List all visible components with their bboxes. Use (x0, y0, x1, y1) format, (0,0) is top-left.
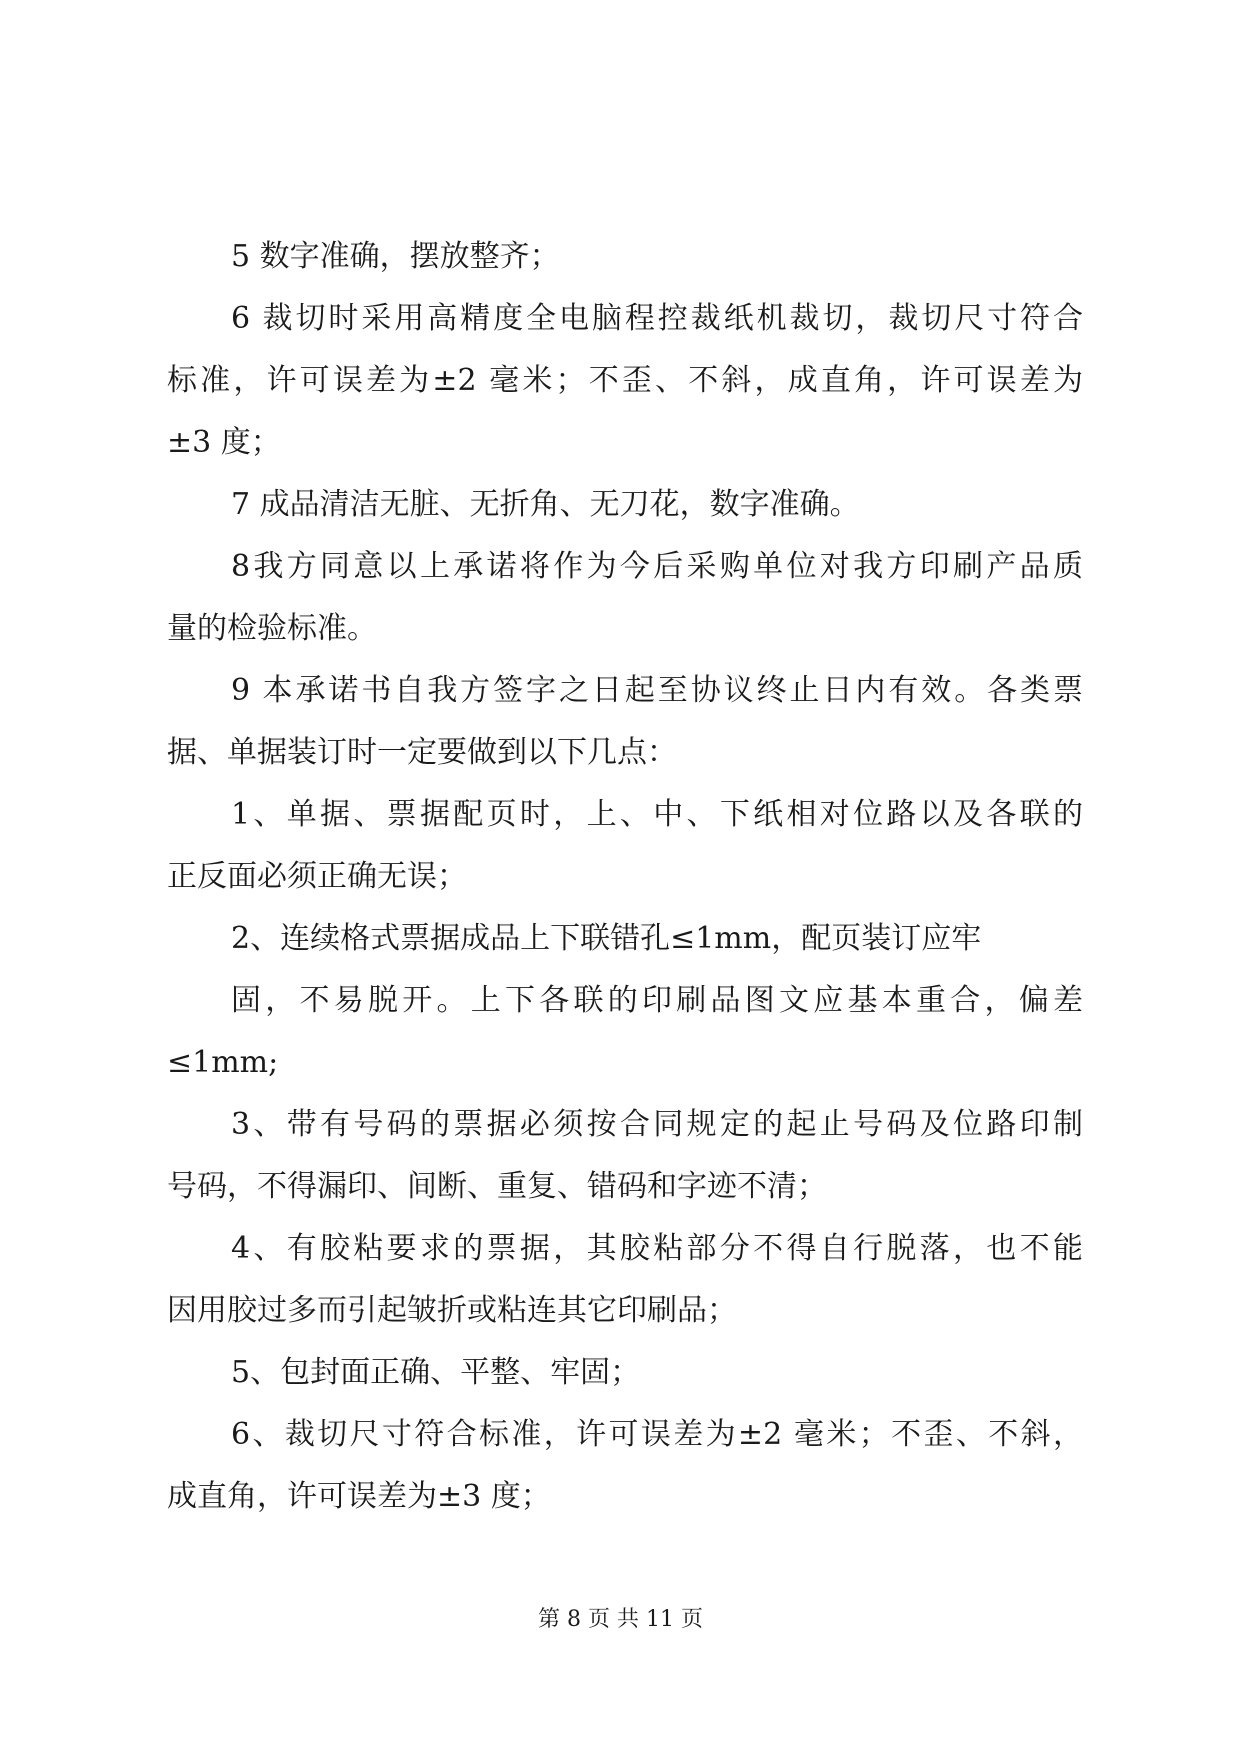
paragraph-line: 量的检验标准。 (167, 611, 377, 646)
paragraph-line: 据、单据装订时一定要做到以下几点： (167, 735, 677, 770)
paragraph-line: 正反面必须正确无误； (167, 859, 467, 894)
paragraph-line: 2、连续格式票据成品上下联错孔≤1mm，配页装订应牢 (231, 921, 982, 956)
paragraph-line: 6 裁切时采用高精度全电脑程控裁纸机裁切，裁切尺寸符合 (231, 301, 1083, 336)
paragraph-line: 7 成品清洁无脏、无折角、无刀花，数字准确。 (231, 487, 860, 522)
paragraph-line: 1、单据、票据配页时，上、中、下纸相对位路以及各联的 (231, 797, 1083, 832)
paragraph-line: 5、包封面正确、平整、牢固； (231, 1355, 641, 1390)
paragraph-line: 标准，许可误差为±2 毫米；不歪、不斜，成直角，许可误差为 (167, 363, 1083, 398)
paragraph-line: 8我方同意以上承诺将作为今后采购单位对我方印刷产品质 (231, 549, 1083, 584)
paragraph-line: 因用胶过多而引起皱折或粘连其它印刷品； (167, 1293, 737, 1328)
paragraph-line: 3、带有号码的票据必须按合同规定的起止号码及位路印制 (231, 1107, 1083, 1142)
paragraph-line: 9 本承诺书自我方签字之日起至协议终止日内有效。各类票 (231, 673, 1083, 708)
paragraph-line: ≤1mm; (167, 1045, 279, 1080)
paragraph-line: 4、有胶粘要求的票据，其胶粘部分不得自行脱落，也不能 (231, 1231, 1083, 1266)
paragraph-line: 6、裁切尺寸符合标准，许可误差为±2 毫米；不歪、不斜， (231, 1417, 1083, 1452)
paragraph-line: ±3 度； (167, 425, 281, 460)
paragraph-line: 成直角，许可误差为±3 度； (167, 1479, 551, 1514)
page-number: 第 8 页 共 11 页 (538, 1607, 703, 1632)
paragraph-line: 5 数字准确，摆放整齐； (231, 239, 560, 274)
document-body (167, 226, 1083, 1528)
paragraph-line: 固，不易脱开。上下各联的印刷品图文应基本重合，偏差 (231, 983, 1083, 1018)
paragraph-line: 号码，不得漏印、间断、重复、错码和字迹不清； (167, 1169, 827, 1204)
